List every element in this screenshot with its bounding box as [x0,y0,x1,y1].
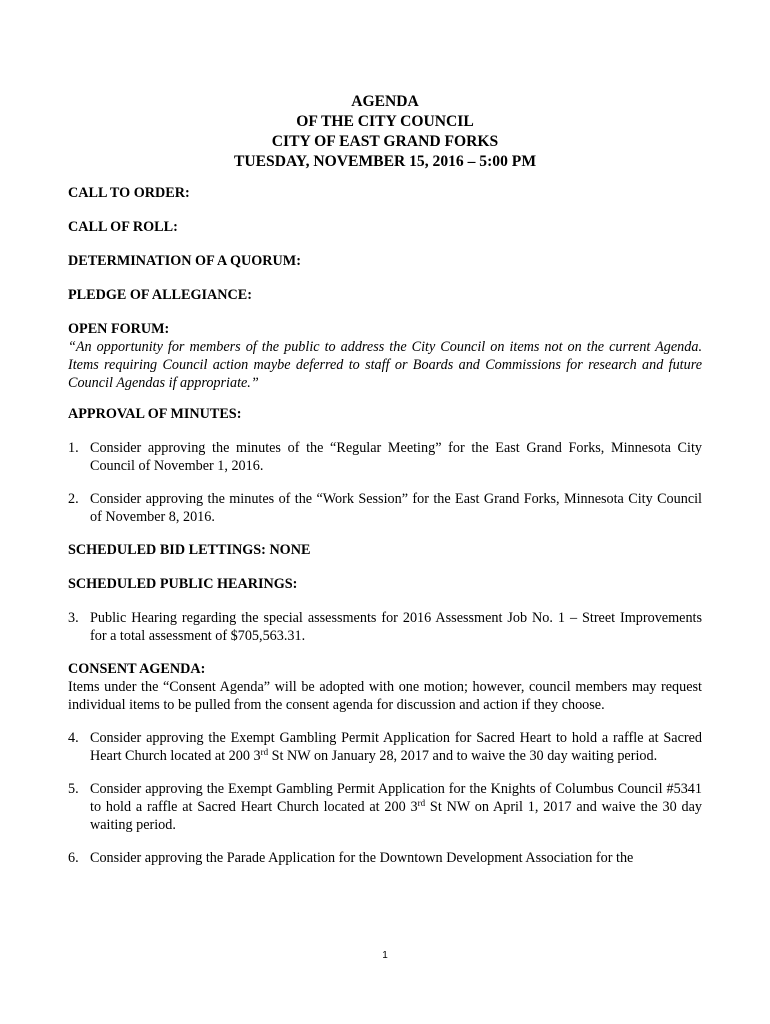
heading-public-hearings: SCHEDULED PUBLIC HEARINGS: [68,576,298,592]
item-text-part: St NW on January 28, 2017 and to waive the 30 day waiting period. [268,748,658,764]
item-text: Consider approving the minutes of the “Work Session” for the East Grand Forks, Minnesota City Council of November 8, 2016. [90,491,702,525]
heading-approval-of-minutes: APPROVAL OF MINUTES: [68,406,242,422]
title-line-city: CITY OF EAST GRAND FORKS [271,133,499,150]
item-number: 1. [68,440,79,456]
title-line-agenda: AGENDA [351,93,419,110]
agenda-item-1 [68,439,702,475]
item-number: 6. [68,850,79,866]
item-text: Consider approving the minutes of the “Regular Meeting” for the East Grand Forks, Minnesota City Council of November 1, 2016. [90,440,702,474]
item-text-part: Consider approving the Exempt Gambling Permit Application for Sacred Heart to hold a raffle at Sacred Heart Church located at 200 3 [90,730,702,764]
heading-quorum: DETERMINATION OF A QUORUM: [68,253,301,269]
agenda-title [68,92,702,172]
heading-consent-agenda: CONSENT AGENDA: [68,661,206,677]
agenda-item-2 [68,490,702,526]
title-line-council: OF THE CITY COUNCIL [296,113,474,130]
item-number: 4. [68,730,79,746]
item-number: 3. [68,610,79,626]
heading-pledge: PLEDGE OF ALLEGIANCE: [68,287,252,303]
open-forum-description: “An opportunity for members of the public to address the City Council on items not on the current Agenda. Items requiring Council action maybe deferred to staff or Boards and Commissions for research and future Council Agendas if appropriate.” [68,339,702,391]
heading-call-of-roll: CALL OF ROLL: [68,219,178,235]
agenda-item-5 [68,780,702,834]
item-text-part: St NW on April 1, 2017 and waive the 30 day waiting period. [90,799,702,833]
item-text: Consider approving the Parade Application for the Downtown Development Association for the [90,850,634,866]
item-text: Public Hearing regarding the special assessments for 2016 Assessment Job No. 1 – Street Improvements for a total assessment of $705,563.31. [90,610,702,644]
page-number: 1 [382,950,388,961]
agenda-page [68,92,702,882]
heading-open-forum: OPEN FORUM: [68,321,170,337]
heading-bid-lettings: SCHEDULED BID LETTINGS: NONE [68,542,311,558]
item-number: 5. [68,781,79,797]
item-text [90,780,702,834]
agenda-item-3 [68,609,702,645]
ordinal-suffix: rd [260,747,269,757]
ordinal-suffix: rd [417,798,426,808]
agenda-item-6 [68,849,702,867]
title-line-date: TUESDAY, NOVEMBER 15, 2016 – 5:00 PM [233,153,537,170]
item-text-part: Consider approving the Exempt Gambling Permit Application for the Knights of Columbus Council #5341 to hold a raffle at Sacred Heart Church located at 200 3 [90,781,702,815]
item-number: 2. [68,491,79,507]
agenda-item-4 [68,729,702,765]
heading-call-to-order: CALL TO ORDER: [68,185,190,201]
consent-agenda-description: Items under the “Consent Agenda” will be adopted with one motion; however, council members may request individual items to be pulled from the consent agenda for discussion and action if they choose. [68,679,702,713]
item-text [90,729,702,765]
